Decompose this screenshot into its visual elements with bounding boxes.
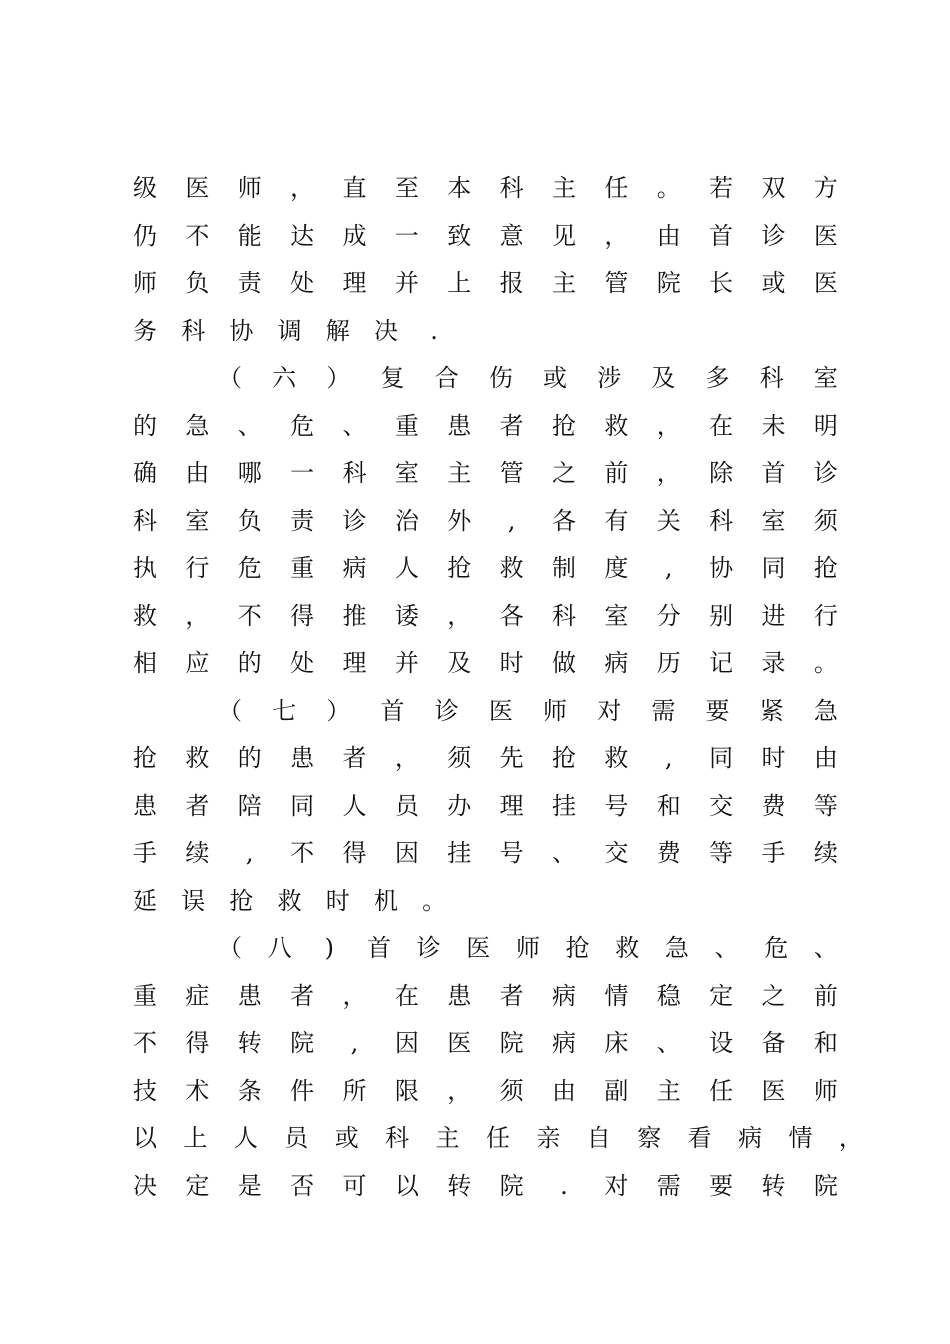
- text-line: 延 误 抢 救 时 机 。: [133, 886, 447, 915]
- text-line: 执 行 危 重 病 人 抢 救 制 度 , 协 同 抢: [133, 554, 838, 582]
- text-line: 救 ， 不 得 推 诿 ， 各 科 室 分 别 进 行: [133, 601, 838, 630]
- text-line: 手 续 , 不 得 因 挂 号 、 交 费 等 手 续: [133, 839, 838, 867]
- text-line: （ 八 ) 首 诊 医 师 抢 救 急 、 危 、: [218, 934, 838, 962]
- text-line: 抢 救 的 患 者 ， 须 先 抢 救 , 同 时 由: [133, 744, 838, 772]
- text-line: （ 六 ） 复 合 伤 或 涉 及 多 科 室: [218, 364, 838, 392]
- text-line: 相 应 的 处 理 并 及 时 做 病 历 记 录 。: [133, 649, 838, 677]
- text-line: 科 室 负 责 诊 治 外 , 各 有 关 科 室 须: [133, 506, 838, 535]
- text-line: 患 者 陪 同 人 员 办 理 挂 号 和 交 费 等: [133, 791, 838, 820]
- text-line: 仍 不 能 达 成 一 致 意 见 ， 由 首 诊 医: [133, 221, 838, 250]
- text-line: 不 得 转 院 , 因 医 院 病 床 、 设 备 和: [133, 1029, 838, 1057]
- text-line: 的 急 、 危 、 重 患 者 抢 救 ， 在 未 明: [133, 411, 838, 440]
- text-line: 师 负 责 处 理 并 上 报 主 管 院 长 或 医: [133, 269, 838, 297]
- text-line: 技 术 条 件 所 限 ， 须 由 副 主 任 医 师: [133, 1076, 838, 1105]
- text-line: 以 上 人 员 或 科 主 任 亲 自 察 看 病 情 ，: [133, 1124, 863, 1152]
- text-line: 确 由 哪 一 科 室 主 管 之 前 ， 除 首 诊: [133, 459, 838, 487]
- text-line: 决 定 是 否 可 以 转 院 . 对 需 要 转 院: [133, 1171, 838, 1200]
- text-line: 级 医 师 ， 直 至 本 科 主 任 。 若 双 方: [133, 174, 838, 202]
- text-line: （ 七 ） 首 诊 医 师 对 需 要 紧 急: [218, 696, 838, 725]
- body-text: [133, 168, 863, 1213]
- text-line: 务 科 协 调 解 决 .: [133, 316, 438, 345]
- text-line: 重 症 患 者 ， 在 患 者 病 情 稳 定 之 前: [133, 981, 838, 1010]
